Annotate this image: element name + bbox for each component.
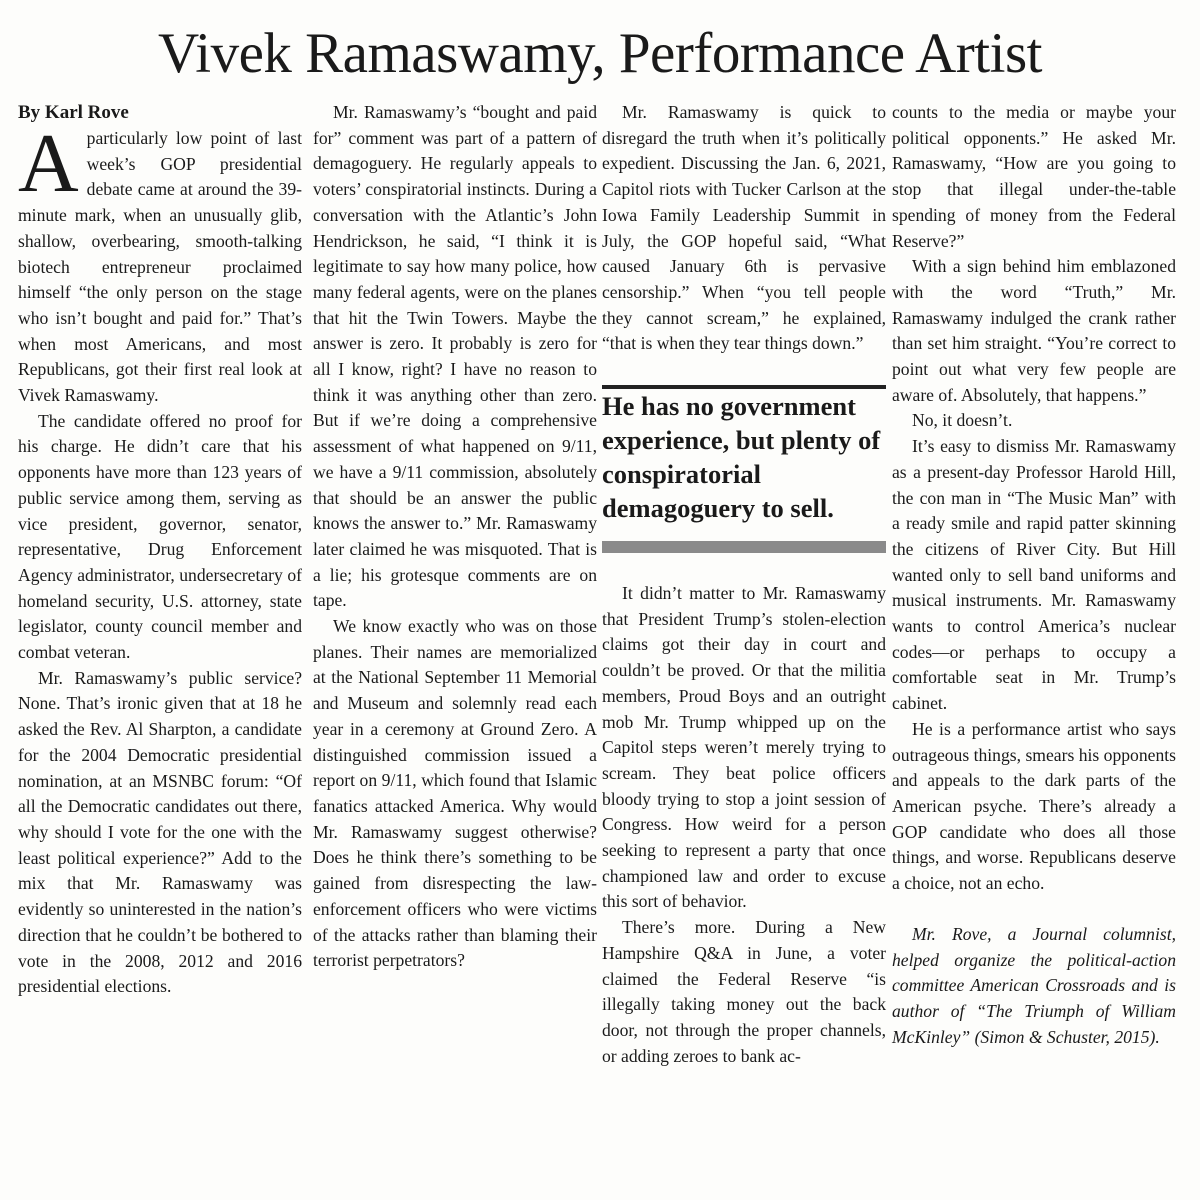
byline: By Karl Rove <box>18 102 129 123</box>
column-2 <box>313 100 597 1190</box>
paragraph: It’s easy to dismiss Mr. Ramaswamy as a present-day Professor Harold Hill, the con man in “The Music Man” with a ready smile and rapid patter skinning the citizens of River City. But Hill wanted only to sell band uniforms and musical instruments. Mr. Ramaswamy wants to control America’s nuclear codes—or perhaps to occupy a comfortable seat in Mr. Trump’s cabinet. <box>892 436 1176 714</box>
paragraph: The candidate offered no proof for his charge. He didn’t care that his opponents have more than 123 years of public service among them, serving as vice president, governor, senator, representative, Drug Enforcement Agency administrator, undersecretary of homeland security, U.S. attorney, state legislator, county council member and combat veteran. <box>18 410 302 663</box>
paragraph: There’s more. During a New Hampshire Q&A in June, a voter claimed the Federal Reserve “is illegally taking money out the back door, not through the proper channels, or adding zeroes to bank ac- <box>602 917 886 1066</box>
pull-quote: He has no government experience, but plenty of conspiratorial demagoguery to sell. <box>602 391 881 524</box>
headline: Vivek Ramaswamy, Performance Artist <box>158 22 1042 85</box>
paragraph: Mr. Ramaswamy is quick to disregard the truth when it’s politically expedient. Discussing the Jan. 6, 2021, Capitol riots with Tucker Carlson at the Iowa Family Leadership Summit in July, the GOP hopeful said, “What caused January 6th is pervasive censorship.” When “you tell people they cannot scream,” he explained, “that is when they tear things down.” <box>602 102 886 354</box>
paragraph: Mr. Ramaswamy’s “bought and paid for” comment was part of a pattern of demagoguery. He regularly appeals to voters’ conspiratorial instincts. During a conversation with the Atlantic’s John Hendrickson, he said, “I think it is legitimate to say how many police, how many federal agents, were on the planes that hit the Twin Towers. Maybe the answer is zero. It probably is zero for all I know, right? I have no reason to think it was anything other than zero. But if we’re doing a comprehensive assessment of what happened on 9/11, we have a 9/11 commission, absolutely that should be an answer the public knows the answer to.” Mr. Ramaswamy later claimed he was misquoted. That is a lie; his grotesque comments are on tape. <box>313 102 597 611</box>
lead-paragraph-text: particularly low point of last week’s GOP presidential debate came at around the 39-minute mark, when an unusually glib, shallow, overbearing, smooth-talking biotech entrepreneur proclaimed himself “the only person on the stage who isn’t bought and paid for.” That’s when most Americans, and most Republicans, got their first real look at Vivek Ramaswamy. <box>18 128 302 406</box>
column-1 <box>18 100 302 1190</box>
column-3 <box>602 100 886 1190</box>
pull-quote-rule-bottom <box>602 541 886 553</box>
paragraph: It didn’t matter to Mr. Ramaswamy that President Trump’s stolen-election claims got their day in court and couldn’t be proved. Or that the militia members, Proud Boys and an outright mob Mr. Trump whipped up on the Capitol steps weren’t merely trying to scream. They beat police officers bloody trying to stop a joint session of Congress. How weird for a person seeking to represent a party that once championed law and order to excuse this sort of behavior. <box>602 583 886 912</box>
paragraph: With a sign behind him emblazoned with the word “Truth,” Mr. Ramaswamy indulged the crank rather than set him straight. “You’re correct to point out what very few people are aware of. Absolutely, that happens.” <box>892 256 1176 405</box>
paragraph-continued: counts to the media or maybe your political opponents.” He asked Mr. Ramaswamy, “How are you going to stop that illegal under-the-table spending of money from the Federal Reserve?” <box>892 102 1176 251</box>
lead-paragraph <box>18 117 302 409</box>
paragraph: No, it doesn’t. <box>912 410 1013 431</box>
paragraph: He is a performance artist who says outrageous things, smears his opponents and appeals to the dark parts of the American psyche. There’s already a GOP candidate who does all those things, and worse. Republicans deserve a choice, not an echo. <box>892 718 1176 894</box>
column-4 <box>892 100 1176 1190</box>
drop-cap: A <box>18 117 79 210</box>
author-bio: Mr. Rove, a Journal columnist, helped organize the political-action committee American Crossroads and is author of “The Triumph of William McKinley” (Simon & Schuster, 2015). <box>892 923 1176 1047</box>
paragraph: We know exactly who was on those planes. Their names are memorialized at the National September 11 Memorial and Museum and solemnly read each year in a ceremony at Ground Zero. A distinguished commission issued a report on 9/11, which found that Islamic fanatics attacked America. Why would Mr. Ramaswamy suggest otherwise? Does he think there’s something to be gained from disrespecting the law-enforcement officers who were victims of the attacks rather than blaming their terrorist perpetrators? <box>313 616 597 971</box>
paragraph: Mr. Ramaswamy’s public service? None. That’s ironic given that at 18 he asked the Rev. Al Sharpton, a candidate for the 2004 Democratic presidential nomination, at an MSNBC forum: “Of all the Democratic candidates out there, why should I vote for the one with the least political experience?” Add to the mix that Mr. Ramaswamy was evidently so uninterested in the nation’s direction that he couldn’t be bothered to vote in the 2008, 2012 and 2016 presidential elections. <box>18 667 302 997</box>
